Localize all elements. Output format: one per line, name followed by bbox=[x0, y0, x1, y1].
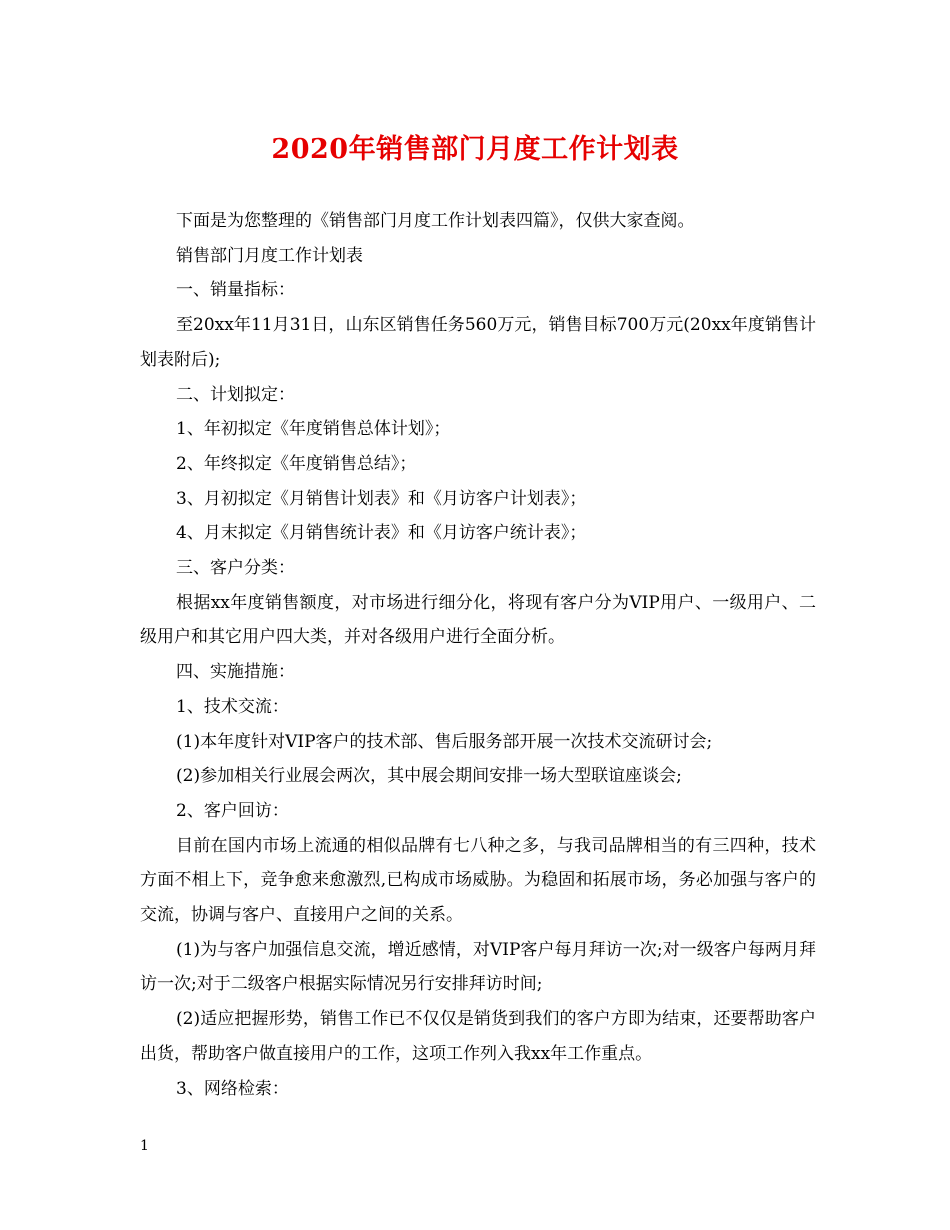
list-item-technical-2: (2)参加相关行业展会两次，其中展会期间安排一场大型联谊座谈会; bbox=[176, 766, 682, 787]
subheading-network-search: 3、网络检索： bbox=[176, 1078, 289, 1099]
list-item-plan-3: 3、月初拟定《月销售计划表》和《月访客户计划表》； bbox=[176, 488, 587, 509]
page-number: 1 bbox=[140, 1138, 149, 1154]
section-heading-measures: 四、实施措施： bbox=[176, 662, 295, 683]
list-item-plan-2: 2、年终拟定《年度销售总结》； bbox=[176, 453, 417, 474]
subheading-technical-exchange: 1、技术交流： bbox=[176, 696, 289, 717]
section-heading-customer-classification: 三、客户分类： bbox=[176, 558, 295, 579]
paragraph-customer-classification: 根据xx年度销售额度，对市场进行细分化，将现有客户分为VIP用户、一级用户、二级用户和其它用户四大类，并对各级用户进行全面分析。 bbox=[140, 592, 816, 648]
paragraph-intro: 下面是为您整理的《销售部门月度工作计划表四篇》，仅供大家查阅。 bbox=[176, 211, 695, 231]
paragraph-subtitle: 销售部门月度工作计划表 bbox=[176, 245, 363, 266]
list-item-visits-2: (2)适应把握形势，销售工作已不仅仅是销货到我们的客户方即为结束，还要帮助客户出货，帮助客户做直接用户的工作，这项工作列入我xx年工作重点。 bbox=[140, 1009, 816, 1064]
section-heading-plan: 二、计划拟定： bbox=[176, 384, 295, 405]
section-heading-sales-target: 一、销量指标： bbox=[176, 280, 295, 301]
list-item-technical-1: (1)本年度针对VIP客户的技术部、售后服务部开展一次技术交流研讨会; bbox=[176, 731, 713, 752]
list-item-plan-4: 4、月末拟定《月销售统计表》和《月访客户统计表》； bbox=[176, 523, 587, 544]
subheading-customer-visits: 2、客户回访： bbox=[176, 800, 289, 821]
list-item-visits-1: (1)为与客户加强信息交流，增近感情，对VIP客户每月拜访一次;对一级客户每两月拜访一次;对于二级客户根据实际情况另行安排拜访时间; bbox=[140, 939, 816, 995]
document-title: 2020年销售部门月度工作计划表 bbox=[271, 134, 679, 165]
paragraph-market-situation: 目前在国内市场上流通的相似品牌有七八种之多，与我司品牌相当的有三四种，技术方面不相上下，竞争愈来愈激烈,已构成市场威胁。为稳固和拓展市场，务必加强与客户的交流，协调与客户、直接用户之间的关系。 bbox=[140, 835, 816, 926]
list-item-plan-1: 1、年初拟定《年度销售总体计划》； bbox=[176, 419, 451, 440]
paragraph-sales-target: 至20xx年11月31日，山东区销售任务560万元，销售目标700万元(20xx年度销售计划表附后); bbox=[140, 315, 816, 370]
document-body bbox=[140, 204, 816, 1106]
